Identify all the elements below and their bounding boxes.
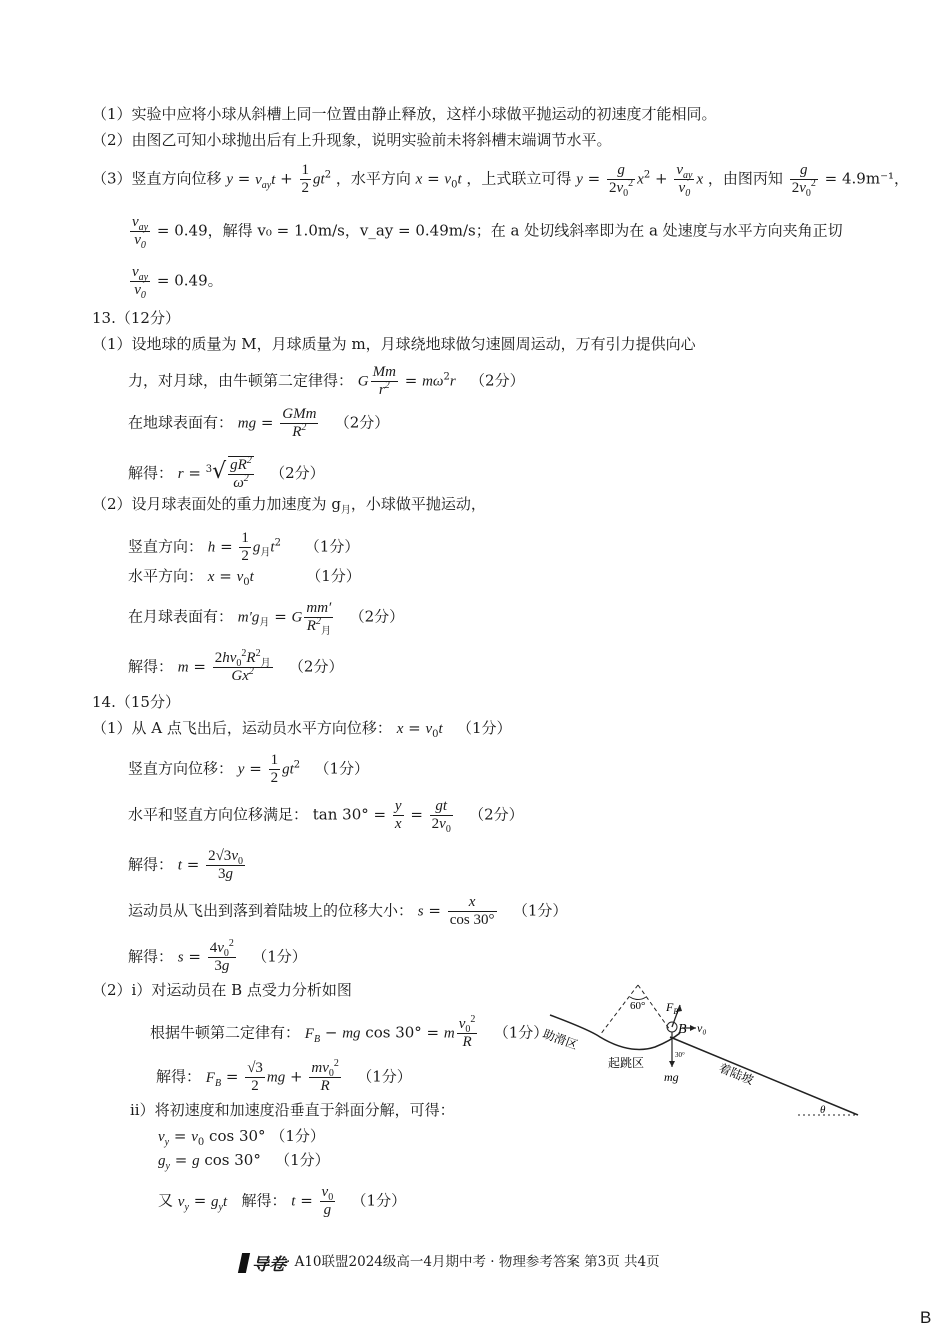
fraction: $\frac{2√3v_0}{3g}$ (208, 848, 243, 882)
zone-run-up-label: 助滑区 (540, 1026, 580, 1053)
brand-logo-icon (238, 1253, 250, 1273)
q14-a2-text: 竖直方向位移： (128, 759, 234, 778)
q14-part1-line5: 运动员从飞出到落到着陆坡上的位移大小： s = $\frac{x}{\cos 30^\circ}$ （1分） (128, 894, 568, 928)
q14-part1-line4: 解得： t = $\frac{2√3v_0}{3g}$ (128, 848, 243, 882)
q14-heading: 14.（15分） (92, 693, 180, 711)
q14-part1-line3: 水平和竖直方向位移满足： tan 30° = $\frac{y}{x}$ = $\frac{gt}{2v_0}$ （2分） (128, 798, 524, 835)
q13-part1-line3: 在地球表面有： mg = $\frac{\text{GMm}}{R^2}$ （2分） (128, 406, 390, 440)
force-diagram (530, 975, 865, 1125)
q14-part2-line2: 根据牛顿第二定律有： $F_B$ − mg cos 30° = m $\frac{v_0^2}{R}$ （1分） (150, 1014, 549, 1050)
points: （2分） (469, 805, 524, 824)
q13-part2-line5: 解得： m = $\frac{2hv_0^2R^2_月}{Gx^2}$ （2分） (128, 648, 344, 684)
q12-part1: （1）实验中应将小球从斜槽上同一位置由静止释放，这样小球做平抛运动的初速度才能相同。 (92, 105, 717, 123)
q13-b2-text: 竖直方向： (128, 537, 204, 556)
fraction: $\frac{1}{2}$ (241, 530, 249, 564)
q12-part3-mid3: ，由图丙知 (707, 169, 783, 188)
fraction: $\frac{mv_0^2}{R}$ (311, 1058, 339, 1094)
q12-part3: （3）竖直方向位移 $y = v_{ay}t$ + $\frac{1}{2}$ $gt^2$ ，水平方向 $x = v_0t$ ，上式联立可得 y = $\frac{g}{2v_0^2}$ $x^2$ + $\frac{v_{ay}}{v_0}$ x ，由图丙知 $\frac{g}{2v_0^2}$ = 4.9m⁻¹， (92, 162, 910, 199)
points: （1分） (457, 719, 512, 737)
fraction: $\frac{\text{GMm}}{R^2}$ (282, 406, 317, 440)
zone-landing-label: 着陆坡 (716, 1060, 756, 1088)
points: （1分） (493, 1023, 549, 1042)
q14-part1-line1: （1）从 A 点飞出后，运动员水平方向位移： $x = v_0t$ （1分） (92, 719, 512, 740)
v0-label: v₀ (697, 1021, 707, 1035)
arrowhead-icon (669, 1061, 675, 1067)
q14-part1-line2: 竖直方向位移： y = $\frac{1}{2}$ $gt^2$ （1分） (128, 752, 369, 786)
q13-b4-text: 在月球表面有： (128, 607, 234, 626)
q14-a3-text: 水平和竖直方向位移满足： (128, 805, 309, 824)
q14-part1-line6: 解得： s = $\frac{4v_0^2}{3g}$ （1分） (128, 938, 307, 974)
theta-label: θ (820, 1104, 826, 1116)
q14-b2-text: 根据牛顿第二定律有： (150, 1023, 301, 1042)
q12-text: ，解得 v₀ = 1.0m/s，v_ay = 0.49m/s；在 a 处切线斜率即为在 a 处速度与水平方向夹角正切 (207, 221, 843, 240)
fraction: $\frac{gR^2}{\omega^2}$ (230, 455, 252, 491)
corner-mark: B (920, 1308, 932, 1327)
fraction: $\frac{v_{ay}}{v_0}$ (676, 162, 693, 199)
fraction: $\frac{Mm}{r^2}$ (372, 364, 396, 398)
footer-text: · A10联盟2024级高一4月期中考 · 物理参考答案 第3页 共4页 (286, 1254, 660, 1270)
q14-b3-text: 解得： (156, 1067, 202, 1086)
fraction: $\frac{g}{2v_0^2}$ (609, 162, 634, 199)
q14-a1-text: （1）从 A 点飞出后，运动员水平方向位移： (92, 719, 392, 737)
points: （1分） (306, 567, 361, 585)
q13-part1-line1: （1）设地球的质量为 M，月球质量为 m，月球绕地球做匀速圆周运动，万有引力提供向心 (92, 335, 696, 353)
q14-c4-text: 又 (158, 1191, 174, 1210)
fb-label: $F_B$ (666, 1000, 679, 1016)
q13-part1-line4: 解得： r = $^3$√ $\frac{gR^2}{\omega^2}$ （2分） (128, 455, 325, 491)
points: （1分） (252, 947, 307, 966)
q13-a4-text: 解得： (128, 464, 174, 482)
points: （2分） (288, 657, 344, 676)
points: （2分） (349, 607, 405, 626)
fraction: $\frac{g}{2v_0^2}$ (791, 162, 816, 199)
q12-part3-label: （3）竖直方向位移 (92, 169, 222, 188)
page-footer (240, 1250, 660, 1275)
q14-part2-ii-line3: $g_y = g$ cos 30° （1分） (158, 1151, 330, 1172)
q13-part2-line3: 水平方向： $x = v_0t$ （1分） (128, 567, 361, 588)
q14-part2-ii-line2: $v_y = v_0$ cos 30° （1分） (158, 1127, 325, 1148)
points: （2分） (470, 371, 525, 390)
q12-eq2: = 0.49。 (156, 271, 223, 290)
fraction: $\frac{x}{\cos 30^\circ}$ (449, 894, 495, 928)
angle-30-label: 30° (675, 1051, 685, 1059)
q14-part2-line3: 解得： $F_B$ = $\frac{√3}{2}$ mg + $\frac{mv_0^2}{R}$ （1分） (156, 1058, 412, 1094)
fraction: $\frac{gt}{2v_0}$ (431, 798, 451, 835)
points: （2分） (270, 464, 325, 482)
q12-part3-line2 (128, 214, 843, 249)
q13-b1-text: （2）设月球表面处的重力加速度为 g (92, 495, 341, 513)
q14-c4-mid: 解得： (241, 1191, 287, 1210)
q14-part2-ii-line4: 又 $v_y = g_yt$ 解得： t = $\frac{v_0}{g}$ （1分） (158, 1184, 407, 1218)
q13-b1-end: ，小球做平抛运动， (350, 495, 486, 513)
q13-b5-text: 解得： (128, 657, 174, 676)
q12-part2: （2）由图乙可知小球抛出后有上升现象，说明实验前未将斜槽末端调节水平。 (92, 131, 612, 149)
q13-part2-line4: 在月球表面有： $m'g_月 = G$ $\frac{mm'}{R^2_月}$ （2分） (128, 600, 405, 637)
zone-takeoff-label: 起跳区 (608, 1056, 645, 1070)
q13-part1-line2: 力，对月球，由牛顿第二定律得： G $\frac{Mm}{r^2}$ = $m\omega^2r$ （2分） (128, 364, 525, 398)
q12-part3-line3 (128, 264, 223, 299)
q12-part3-mid2: ，上式联立可得 (466, 169, 572, 188)
brand-name: 导卷 (252, 1255, 286, 1275)
points: （2分） (334, 413, 390, 432)
fraction: $\frac{1}{2}$ (270, 752, 279, 786)
q13-a2-text: 力，对月球，由牛顿第二定律得： (128, 371, 354, 390)
fraction: $\frac{2hv_0^2R^2_月}{Gx^2}$ (214, 648, 271, 684)
q12-part3-value: = 4.9m⁻¹， (824, 169, 910, 188)
q13-part2-line2: 竖直方向： h = $\frac{1}{2}$ $g_月t^2$ （1分） (128, 530, 360, 564)
fraction: $\frac{√3}{2}$ (247, 1060, 263, 1094)
landing-slope (670, 1037, 858, 1115)
angle-60-label: 60° (630, 1000, 646, 1012)
q14-a4-text: 解得： (128, 855, 174, 874)
subscript: 月 (340, 505, 351, 516)
points: （1分） (314, 759, 369, 778)
q14-part2-ii-line1: ii）将初速度和加速度沿垂直于斜面分解，可得： (130, 1101, 455, 1119)
mg-label: mg (664, 1070, 679, 1084)
points: （1分） (270, 1127, 325, 1145)
q14-a5-text: 运动员从飞出到落到着陆坡上的位移大小： (128, 901, 414, 920)
points: （1分） (304, 537, 360, 556)
q12-eq: = 0.49 (156, 221, 208, 240)
fraction: $\frac{y}{x}$ (394, 798, 402, 832)
q13-b3-text: 水平方向： (128, 567, 204, 585)
q13-part2-line1 (92, 494, 486, 514)
fraction: $\frac{1}{2}$ (301, 162, 310, 196)
q14-part2-line1: （2）i）对运动员在 B 点受力分析如图 (92, 981, 352, 999)
points: （1分） (512, 901, 568, 920)
fraction: $\frac{mm'}{R^2_月}$ (306, 600, 332, 637)
q14-a6-text: 解得： (128, 947, 174, 966)
fraction: $\frac{v_{ay}}{v_0}$ (132, 264, 149, 301)
fraction: $\frac{v_{ay}}{v_0}$ (132, 214, 149, 251)
point-b-label: B (678, 1022, 687, 1037)
q13-heading: 13.（12分） (92, 309, 180, 327)
fraction: $\frac{4v_0^2}{3g}$ (209, 938, 234, 974)
fraction: $\frac{v_0}{g}$ (321, 1184, 334, 1218)
fraction: $\frac{v_0^2}{R}$ (458, 1014, 476, 1050)
points: （1分） (275, 1151, 330, 1169)
q13-a3-text: 在地球表面有： (128, 413, 234, 432)
points: （1分） (351, 1191, 407, 1210)
arrowhead-icon (690, 1025, 696, 1031)
points: （1分） (357, 1067, 412, 1086)
q12-part3-mid: ，水平方向 (335, 169, 411, 188)
